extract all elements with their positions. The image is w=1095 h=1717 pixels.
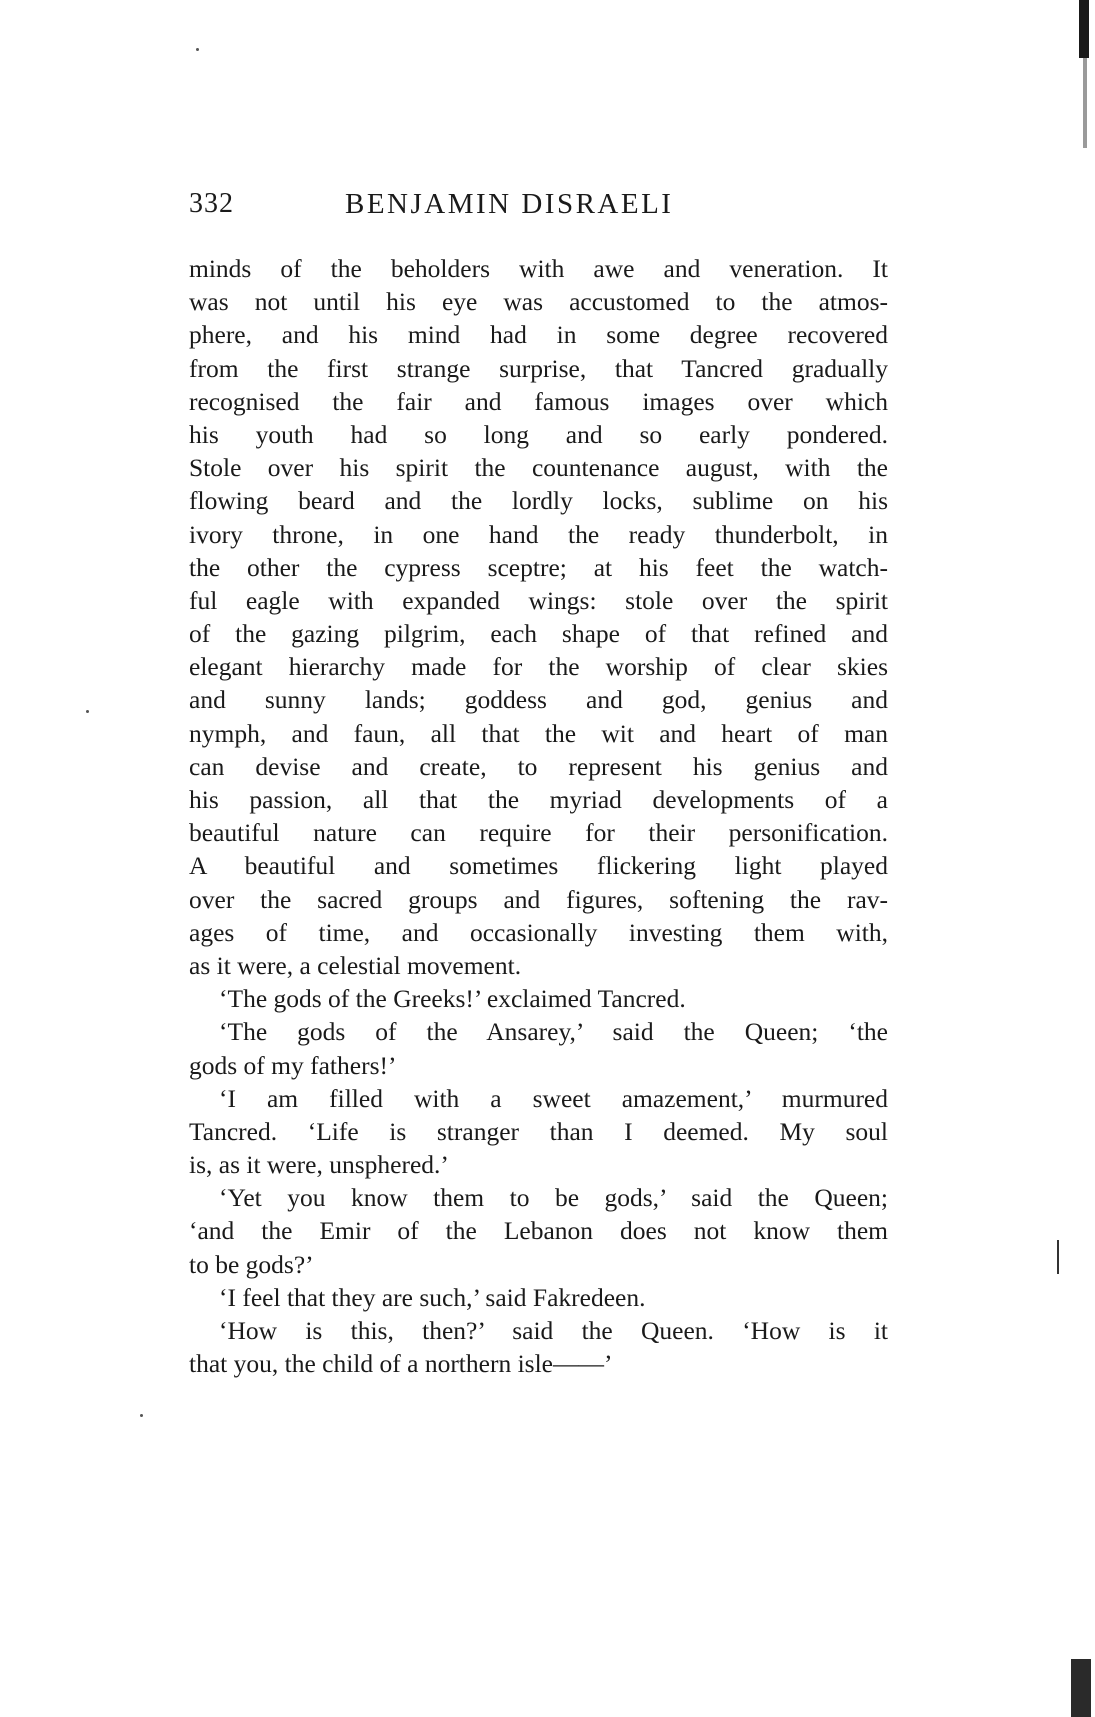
scan-tick-mark bbox=[1057, 1240, 1059, 1274]
text-line: elegant hierarchy made for the worship of clear skies bbox=[189, 652, 888, 682]
text-line: his youth had so long and so early pondered. bbox=[189, 419, 888, 449]
scan-speck bbox=[86, 710, 89, 713]
text-line: ‘and the Emir of the Lebanon does not know them bbox=[189, 1216, 888, 1246]
text-line: ‘Yet you know them to be gods,’ said the Queen; bbox=[219, 1183, 888, 1213]
text-line: Stole over his spirit the countenance august, with the bbox=[189, 453, 888, 483]
scan-edge-mark bbox=[1079, 0, 1089, 58]
text-line: ‘How is this, then?’ said the Queen. ‘How is it bbox=[219, 1316, 888, 1345]
text-line: minds of the beholders with awe and veneration. It bbox=[189, 254, 888, 283]
page-number: 332 bbox=[189, 188, 234, 219]
text-line: is, as it were, unsphered.’ bbox=[189, 1150, 449, 1180]
text-line: ages of time, and occasionally investing them with, bbox=[189, 917, 888, 947]
text-line: that you, the child of a northern isle——’ bbox=[189, 1349, 613, 1379]
page-header bbox=[189, 188, 889, 228]
text-line: phere, and his mind had in some degree recovered bbox=[189, 320, 888, 350]
text-line: ivory throne, in one hand the ready thunderbolt, in bbox=[189, 519, 888, 549]
text-line: was not until his eye was accustomed to the atmos- bbox=[189, 287, 888, 317]
text-line: A beautiful and sometimes flickering light played bbox=[189, 851, 888, 881]
text-line: over the sacred groups and figures, softening the rav- bbox=[189, 884, 888, 914]
text-line: ‘The gods of the Greeks!’ exclaimed Tancred. bbox=[219, 984, 686, 1014]
body-text bbox=[189, 252, 888, 1380]
text-line: gods of my fathers!’ bbox=[189, 1050, 397, 1080]
text-line: from the first strange surprise, that Tancred gradually bbox=[189, 353, 888, 383]
text-line: of the gazing pilgrim, each shape of that refined and bbox=[189, 619, 888, 649]
text-line: ‘I am filled with a sweet amazement,’ murmured bbox=[219, 1083, 888, 1113]
text-line: recognised the fair and famous images over which bbox=[189, 386, 888, 416]
text-line: the other the cypress sceptre; at his feet the watch- bbox=[189, 552, 888, 582]
text-line: his passion, all that the myriad developments of a bbox=[189, 785, 888, 814]
text-line: ‘I feel that they are such,’ said Fakredeen. bbox=[219, 1282, 646, 1312]
scan-edge-mark bbox=[1071, 1659, 1091, 1717]
scan-speck bbox=[196, 48, 199, 51]
text-line: as it were, a celestial movement. bbox=[189, 950, 522, 980]
text-line: can devise and create, to represent his genius and bbox=[189, 751, 888, 781]
text-line: Tancred. ‘Life is stranger than I deemed. My soul bbox=[189, 1116, 888, 1146]
text-line: flowing beard and the lordly locks, sublime on his bbox=[189, 486, 888, 516]
text-line: beautiful nature can require for their personification. bbox=[189, 818, 888, 848]
running-title: BENJAMIN DISRAELI bbox=[345, 188, 674, 220]
text-line: and sunny lands; goddess and god, genius and bbox=[189, 685, 888, 715]
text-line: ful eagle with expanded wings: stole over the spirit bbox=[189, 585, 888, 615]
text-line: to be gods?’ bbox=[189, 1249, 314, 1279]
text-line: ‘The gods of the Ansarey,’ said the Queen; ‘the bbox=[219, 1017, 888, 1047]
scan-speck bbox=[140, 1414, 143, 1417]
text-line: nymph, and faun, all that the wit and heart of man bbox=[189, 718, 888, 748]
scan-edge-mark bbox=[1083, 58, 1087, 148]
